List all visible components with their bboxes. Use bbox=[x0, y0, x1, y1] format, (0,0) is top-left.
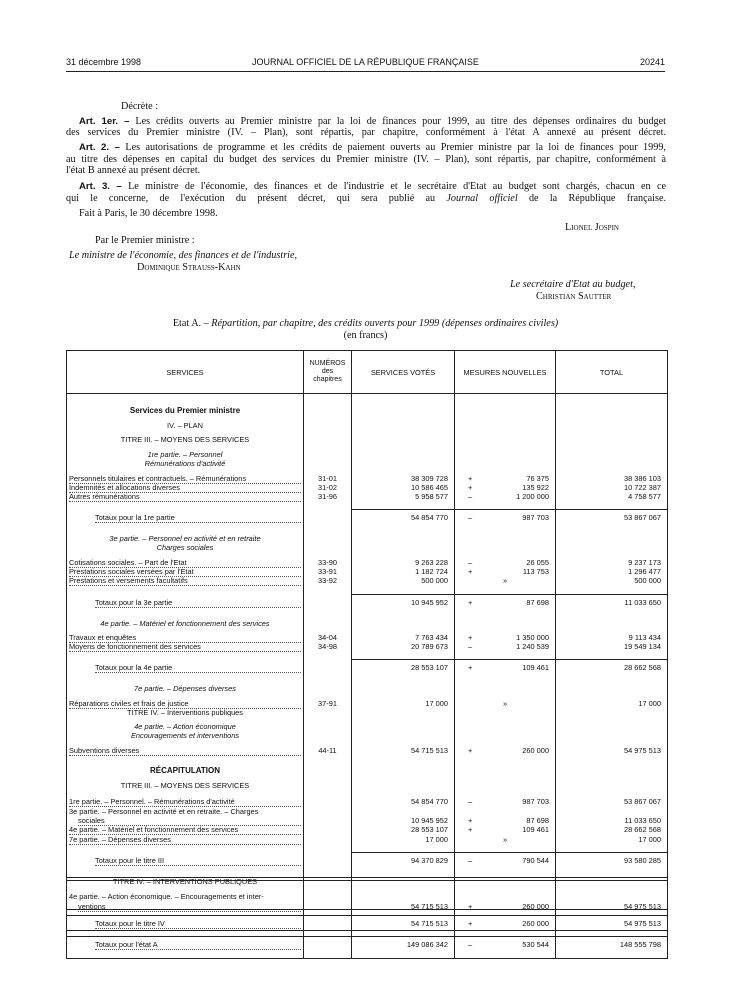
section-heading: Encouragements et interventions bbox=[130, 731, 240, 740]
etat-a-unit: (en francs) bbox=[343, 330, 388, 341]
col-header-mesures: MESURES NOUVELLES bbox=[455, 351, 556, 394]
total-value: 11 033 650 bbox=[624, 598, 661, 607]
mesures-sign: + bbox=[468, 919, 473, 928]
total-value: 17 000 bbox=[638, 835, 661, 844]
total-value: 9 237 173 bbox=[628, 558, 661, 567]
mesures-sign: + bbox=[468, 816, 473, 825]
total-value: 54 975 513 bbox=[624, 746, 661, 755]
section-divider bbox=[352, 909, 454, 910]
subtotal-rule bbox=[556, 852, 667, 853]
section-divider bbox=[556, 877, 667, 881]
section-heading: RÉCAPITULATION bbox=[149, 766, 221, 775]
total-label: Totaux pour la 3e partie bbox=[95, 598, 301, 608]
section-divider bbox=[67, 930, 303, 931]
mesures-value: 109 461 bbox=[522, 663, 549, 672]
article-2-line-2: au titre des dépenses en capital du budget des services du Premier ministre (IV. – Plan), sont répartis, par chapitre, conformément à bbox=[66, 154, 666, 165]
mesures-value: 260 000 bbox=[522, 746, 549, 755]
section-heading: TITRE III. – MOYENS DES SERVICES bbox=[120, 435, 250, 444]
mesures-sign: + bbox=[468, 474, 473, 483]
mesures-value: 1 350 000 bbox=[516, 633, 549, 642]
section-heading: 4e partie. – Action économique bbox=[134, 722, 236, 731]
total-value: 1 296 477 bbox=[628, 567, 661, 576]
services-votes-value: 54 715 513 bbox=[411, 919, 448, 928]
header-date: 31 décembre 1998 bbox=[66, 57, 142, 67]
par-le-premier-ministre: Par le Premier ministre : bbox=[95, 235, 195, 246]
mesures-sign: + bbox=[468, 633, 473, 642]
mesures-value: 135 922 bbox=[522, 483, 549, 492]
mesures-value: 109 461 bbox=[522, 825, 549, 834]
subtotal-rule bbox=[455, 509, 555, 510]
total-label: Totaux pour la 4e partie bbox=[95, 663, 301, 673]
section-divider bbox=[556, 909, 667, 910]
mesures-value: 113 753 bbox=[522, 567, 549, 576]
services-votes-value: 10 945 952 bbox=[411, 816, 448, 825]
mesures-value: 26 055 bbox=[526, 558, 549, 567]
services-votes-value: 7 763 434 bbox=[415, 633, 448, 642]
total-value: 54 975 513 bbox=[624, 919, 661, 928]
total-label: Totaux pour le titre III bbox=[95, 856, 301, 866]
services-votes-value: 1 182 724 bbox=[415, 567, 448, 576]
services-votes-value: 17 000 bbox=[425, 835, 448, 844]
services-votes-value: 28 553 107 bbox=[411, 825, 448, 834]
secretary-title: Le secrétaire d'Etat au budget, bbox=[510, 279, 636, 290]
row-label: 1re partie. – Personnel. – Rémunérations d'activité bbox=[69, 797, 301, 807]
header-title: JOURNAL OFFICIEL DE LA RÉPUBLIQUE FRANÇAISE bbox=[252, 57, 479, 67]
section-divider bbox=[352, 877, 454, 881]
section-divider bbox=[455, 877, 555, 881]
chapter-number: 34-04 bbox=[318, 633, 337, 642]
subtotal-rule bbox=[67, 936, 303, 937]
total-value: 38 386 103 bbox=[624, 474, 661, 483]
subtotal-rule bbox=[455, 594, 555, 595]
subtotal-rule bbox=[455, 852, 555, 853]
chapter-number: 31-01 bbox=[318, 474, 337, 483]
services-votes-value: 54 854 770 bbox=[411, 513, 448, 522]
mesures-sign: + bbox=[468, 483, 473, 492]
services-votes-value: 500 000 bbox=[421, 576, 448, 585]
mesures-sign: – bbox=[468, 797, 473, 806]
mesures-value: 1 200 000 bbox=[516, 492, 549, 501]
section-heading: 1re partie. – Personnel bbox=[147, 450, 223, 459]
row-label: Autres rémunérations bbox=[69, 492, 301, 502]
row-label: 3e partie. – Personnel en activité et en retraite. – Charges bbox=[69, 807, 259, 816]
row-label: Prestations sociales versées par l'Etat bbox=[69, 567, 301, 577]
total-value: 10 722 387 bbox=[624, 483, 661, 492]
mesures-sign: + bbox=[468, 663, 473, 672]
mesures-sign: – bbox=[468, 856, 473, 865]
minister-title: Le ministre de l'économie, des finances et de l'industrie, bbox=[69, 250, 298, 261]
section-heading: Services du Premier ministre bbox=[129, 406, 241, 415]
table-body-row bbox=[67, 394, 668, 959]
section-divider bbox=[352, 930, 454, 931]
subtotal-rule bbox=[352, 936, 454, 937]
services-votes-value: 20 789 673 bbox=[411, 642, 448, 651]
etat-a-table bbox=[66, 350, 668, 959]
votes-column bbox=[352, 394, 454, 958]
total-value: 148 555 798 bbox=[619, 940, 661, 949]
subtotal-rule bbox=[556, 915, 667, 916]
mesures-value: » bbox=[502, 835, 508, 844]
col-header-chapitres: NUMÉROS des chapitres bbox=[304, 351, 352, 394]
section-heading: 4e partie. – Matériel et fonctionnement des services bbox=[100, 619, 270, 628]
chapter-number: 34-98 bbox=[318, 642, 337, 651]
chapter-number: 33-92 bbox=[318, 576, 337, 585]
table-header-row bbox=[67, 351, 668, 394]
secretary-name: Christian Sautter bbox=[536, 291, 612, 302]
subtotal-rule bbox=[556, 659, 667, 660]
services-votes-value: 10 945 952 bbox=[411, 598, 448, 607]
total-value: 93 580 285 bbox=[624, 856, 661, 865]
mesures-sign: – bbox=[468, 513, 473, 522]
total-value: 54 975 513 bbox=[624, 902, 661, 911]
subtotal-rule bbox=[352, 659, 454, 660]
etat-a-title: Etat A. – Répartition, par chapitre, des crédits ouverts pour 1999 (dépenses ordinaires civiles) bbox=[172, 318, 559, 329]
mesures-sign: – bbox=[468, 642, 473, 651]
col-header-services: SERVICES bbox=[67, 351, 304, 394]
services-votes-value: 149 086 342 bbox=[406, 940, 448, 949]
article-1-line-1: Art. 1er. – Les crédits ouverts au Premier ministre par la loi de finances pour 1999, au titre des dépenses ordinaires du budget bbox=[79, 116, 667, 127]
mesures-column bbox=[455, 394, 555, 958]
row-label: Personnels titulaires et contractuels. – Rémunérations bbox=[69, 474, 301, 484]
total-value: 28 662 568 bbox=[624, 663, 661, 672]
row-label: Moyens de fonctionnement des services bbox=[69, 642, 301, 652]
subtotal-rule bbox=[304, 915, 351, 916]
col-header-votes: SERVICES VOTÉS bbox=[352, 351, 455, 394]
subtotal-rule bbox=[455, 936, 555, 937]
mesures-sign: + bbox=[468, 567, 473, 576]
mesures-value: 260 000 bbox=[522, 902, 549, 911]
mesures-sign: – bbox=[468, 558, 473, 567]
subtotal-rule bbox=[556, 936, 667, 937]
services-votes-value: 38 309 728 bbox=[411, 474, 448, 483]
services-votes-value: 5 958 577 bbox=[415, 492, 448, 501]
mesures-value: 1 240 539 bbox=[516, 642, 549, 651]
header-rule bbox=[66, 71, 665, 72]
subtotal-rule bbox=[352, 915, 454, 916]
subtotal-rule bbox=[556, 594, 667, 595]
services-votes-value: 54 715 513 bbox=[411, 902, 448, 911]
services-column bbox=[67, 394, 303, 958]
row-label: 4e partie. – Matériel et fonctionnement des services bbox=[69, 825, 301, 835]
mesures-value: 987 703 bbox=[522, 513, 549, 522]
chapter-number: 31-02 bbox=[318, 483, 337, 492]
section-heading: TITRE IV. – INTERVENTIONS PUBLIQUES bbox=[112, 877, 258, 886]
total-column bbox=[556, 394, 667, 958]
services-votes-value: 17 000 bbox=[425, 699, 448, 708]
subtotal-rule bbox=[455, 915, 555, 916]
total-value: 17 000 bbox=[638, 699, 661, 708]
subtotal-rule bbox=[455, 659, 555, 660]
row-label: ventions bbox=[78, 902, 301, 912]
mesures-sign: + bbox=[468, 825, 473, 834]
services-votes-value: 54 854 770 bbox=[411, 797, 448, 806]
subtotal-rule bbox=[352, 852, 454, 853]
total-label: Totaux pour le titre IV bbox=[95, 919, 301, 929]
article-1-line-2: des services du Premier ministre (IV. – Plan), sont répartis, par chapitre, conformément à l'état A annexé au présent décret. bbox=[66, 127, 666, 138]
section-divider bbox=[67, 909, 303, 910]
subtotal-rule bbox=[304, 936, 351, 937]
minister-name: Dominique Strauss-Kahn bbox=[137, 262, 241, 273]
row-label: Prestations et versements facultatifs bbox=[69, 576, 301, 586]
page-header bbox=[66, 57, 665, 69]
mesures-value: 790 544 bbox=[522, 856, 549, 865]
total-value: 53 867 067 bbox=[624, 513, 661, 522]
section-divider bbox=[556, 930, 667, 931]
mesures-sign: + bbox=[468, 746, 473, 755]
section-heading: 3e partie. – Personnel en activité et en retraite bbox=[109, 534, 261, 543]
section-divider bbox=[304, 877, 351, 881]
total-value: 19 549 134 bbox=[624, 642, 661, 651]
services-votes-value: 9 263 228 bbox=[415, 558, 448, 567]
chapter-number: 33-91 bbox=[318, 567, 337, 576]
chapter-number: 31-96 bbox=[318, 492, 337, 501]
mesures-sign: – bbox=[468, 940, 473, 949]
subtotal-rule bbox=[352, 594, 454, 595]
fait-a-paris: Fait à Paris, le 30 décembre 1998. bbox=[79, 208, 218, 219]
total-label: Totaux pour l'état A bbox=[95, 940, 301, 950]
services-votes-value: 94 370 829 bbox=[411, 856, 448, 865]
header-page-number: 20241 bbox=[639, 57, 665, 67]
section-heading: IV. – PLAN bbox=[167, 421, 203, 430]
subtotal-rule bbox=[67, 915, 303, 916]
chapter-number: 33-90 bbox=[318, 558, 337, 567]
article-3-line-1: Art. 3. – Le ministre de l'économie, des finances et de l'industrie et le secrétaire d'Etat au budget sont chargés, chacun en ce bbox=[79, 181, 666, 192]
signature-jospin: Lionel Jospin bbox=[565, 222, 619, 233]
mesures-sign: + bbox=[468, 902, 473, 911]
decree-intro: Décrète : bbox=[121, 101, 159, 112]
section-divider bbox=[304, 909, 351, 910]
services-votes-value: 10 586 465 bbox=[411, 483, 448, 492]
col-header-total: TOTAL bbox=[556, 351, 668, 394]
row-label: 7e partie. – Dépenses diverses bbox=[69, 835, 301, 845]
row-label: Cotisations sociales. – Part de l'Etat bbox=[69, 558, 301, 568]
section-heading: TITRE IV. – Interventions publiques bbox=[127, 708, 243, 717]
article-2-line-1: Art. 2. – Les autorisations de programme et les crédits de paiement ouverts au Premier ministre par la loi de finances pour 1999, bbox=[79, 142, 666, 153]
mesures-value: » bbox=[502, 576, 508, 585]
section-heading: Rémunérations d'activité bbox=[144, 459, 226, 468]
services-votes-value: 54 715 513 bbox=[411, 746, 448, 755]
mesures-value: 530 544 bbox=[522, 940, 549, 949]
total-value: 500 000 bbox=[634, 576, 661, 585]
section-divider bbox=[304, 930, 351, 931]
services-votes-value: 28 553 107 bbox=[411, 663, 448, 672]
row-label: Réparations civiles et frais de justice bbox=[69, 699, 301, 709]
mesures-value: » bbox=[502, 699, 508, 708]
mesures-sign: + bbox=[468, 598, 473, 607]
mesures-value: 987 703 bbox=[522, 797, 549, 806]
row-label: sociales bbox=[78, 816, 301, 826]
section-heading: TITRE III. – MOYENS DES SERVICES bbox=[120, 781, 250, 790]
chapitres-column bbox=[304, 394, 351, 958]
total-value: 53 867 067 bbox=[624, 797, 661, 806]
section-divider bbox=[455, 930, 555, 931]
section-heading: 7e partie. – Dépenses diverses bbox=[134, 684, 236, 693]
total-value: 11 033 650 bbox=[624, 816, 661, 825]
mesures-value: 87 698 bbox=[526, 816, 549, 825]
row-label: Indemnités et allocations diverses bbox=[69, 483, 301, 493]
mesures-value: 76 375 bbox=[526, 474, 549, 483]
mesures-sign: – bbox=[468, 492, 473, 501]
chapter-number: 37-91 bbox=[318, 699, 337, 708]
total-value: 4 758 577 bbox=[628, 492, 661, 501]
row-label: Subventions diverses bbox=[69, 746, 301, 756]
total-value: 9 113 434 bbox=[628, 633, 661, 642]
article-2-line-3: l'état B annexé au présent décret. bbox=[66, 165, 201, 176]
total-label: Totaux pour la 1re partie bbox=[95, 513, 301, 523]
section-divider bbox=[67, 877, 303, 881]
section-heading: Charges sociales bbox=[156, 543, 214, 552]
row-label: Travaux et enquêtes bbox=[69, 633, 301, 643]
article-3-line-2: qui le concerne, de l'exécution du présent décret, qui sera publié au Journal officiel de la République française. bbox=[66, 193, 667, 204]
chapter-number: 44-11 bbox=[318, 746, 337, 755]
row-label: 4e partie. – Action économique. – Encouragements et inter- bbox=[69, 892, 264, 901]
subtotal-rule bbox=[556, 509, 667, 510]
subtotal-rule bbox=[352, 509, 454, 510]
mesures-value: 260 000 bbox=[522, 919, 549, 928]
mesures-value: 87 698 bbox=[526, 598, 549, 607]
total-value: 28 662 568 bbox=[624, 825, 661, 834]
section-divider bbox=[455, 909, 555, 910]
